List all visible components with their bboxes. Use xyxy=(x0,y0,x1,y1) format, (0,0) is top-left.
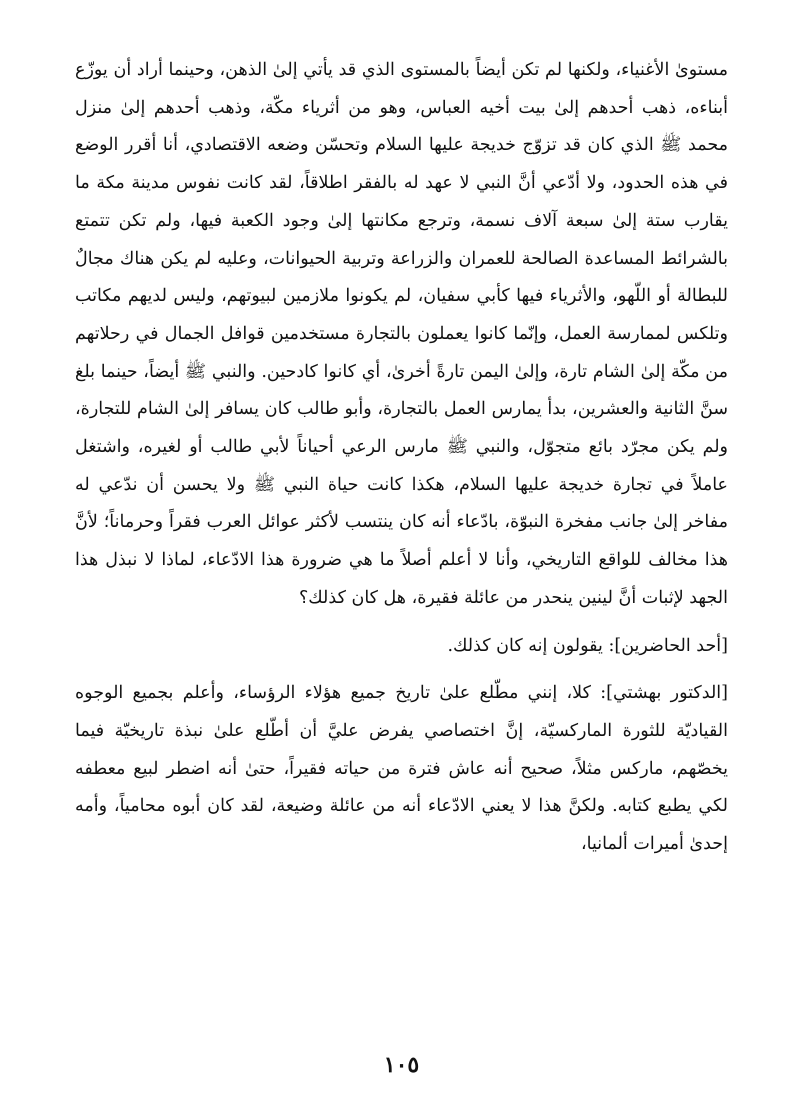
main-paragraph xyxy=(75,52,728,618)
page-number: ١٠٥ xyxy=(383,1052,420,1078)
dialogue-line-beheshti xyxy=(75,675,728,864)
speech-text-beheshti: كلا، إنني مطّلع علىٰ تاريخ جميع هؤلاء الرؤساء، وأعلم بجميع الوجوه القياديّة للثورة الماركسيّة، إنَّ اختصاصي يفرض عليَّ أن أطّلع علىٰ نبذة تاريخيّة فيما يخصّهم، ماركس مثلاً، صحيح أنه عاش فترة من حياته فقيراً، حتىٰ أنه اضطر لبيع معطفه لكي يطبع كتابه. ولكنَّ هذا لا يعني الادّعاء أنه من عائلة وضيعة، لقد كان أبوه محامياً، وأمه إحدىٰ أميرات ألمانيا، xyxy=(75,683,728,855)
speech-text-attendee: يقولون إنه كان كذلك. xyxy=(447,635,603,656)
speaker-label-attendee: [أحد الحاضرين]: xyxy=(608,635,728,656)
paragraph-text: مستوىٰ الأغنياء، ولكنها لم تكن أيضاً بالمستوى الذي قد يأتي إلىٰ الذهن، وحينما أراد أن يوزّع أبناءه، ذهب أحدهم إلىٰ بيت أخيه العباس، وهو من أثرياء مكّة، وذهب أحدهم إلىٰ منزل محمد ﷺ الذي كان قد تزوّج خديجة عليها السلام وتحسّن وضعه الاقتصادي، أنا أقرر الوضع في هذه الحدود، ولا أدّعي أنَّ النبي لا عهد له بالفقر اطلاقاً، لقد كانت نفوس مدينة مكة ما يقارب ستة إلىٰ سبعة آلاف نسمة، وترجع مكانتها إلىٰ وجود الكعبة فيها، ولم تكن تتمتع بالشرائط المساعدة الصالحة للعمران والزراعة وتربية الحيوانات، وعليه لم يكن هناك مجالٌ للبطالة أو اللّهو، والأثرياء فيها كأبي سفيان، لم يكونوا ملازمين لبيوتهم، وليس لديهم مكاتب وتلكس لممارسة العمل، وإنّما كانوا يعملون بالتجارة مستخدمين قوافل الجمال في رحلاتهم من مكّة إلىٰ الشام تارة، وإلىٰ اليمن تارةً أخرىٰ، أي كانوا كادحين. والنبي ﷺ أيضاً، حينما بلغ سنَّ الثانية والعشرين، بدأ يمارس العمل بالتجارة، وأبو طالب كان يسافر إلىٰ الشام للتجارة، ولم يكن مجرّد بائع متجوّل، والنبي ﷺ مارس الرعي أحياناً لأبي طالب أو لغيره، واشتغل عاملاً في تجارة خديجة عليها السلام، هكذا كانت حياة النبي ﷺ ولا يحسن أن ندّعي له مفاخر إلىٰ جانب مفخرة النبوّة، بادّعاء أنه كان ينتسب لأكثر عوائل العرب فقراً وحرماناً؛ لأنَّ هذا مخالف للواقع التاريخي، وأنا لا أعلم أصلاً ما هي ضرورة هذا الادّعاء، لماذا لا نبذل هذا الجهد لإثبات أنَّ لينين ينحدر من عائلة فقيرة، هل كان كذلك؟ xyxy=(75,60,728,608)
book-page xyxy=(75,52,728,864)
speaker-label-beheshti: [الدكتور بهشتي]: xyxy=(600,683,728,704)
dialogue-line-attendee xyxy=(75,628,728,666)
